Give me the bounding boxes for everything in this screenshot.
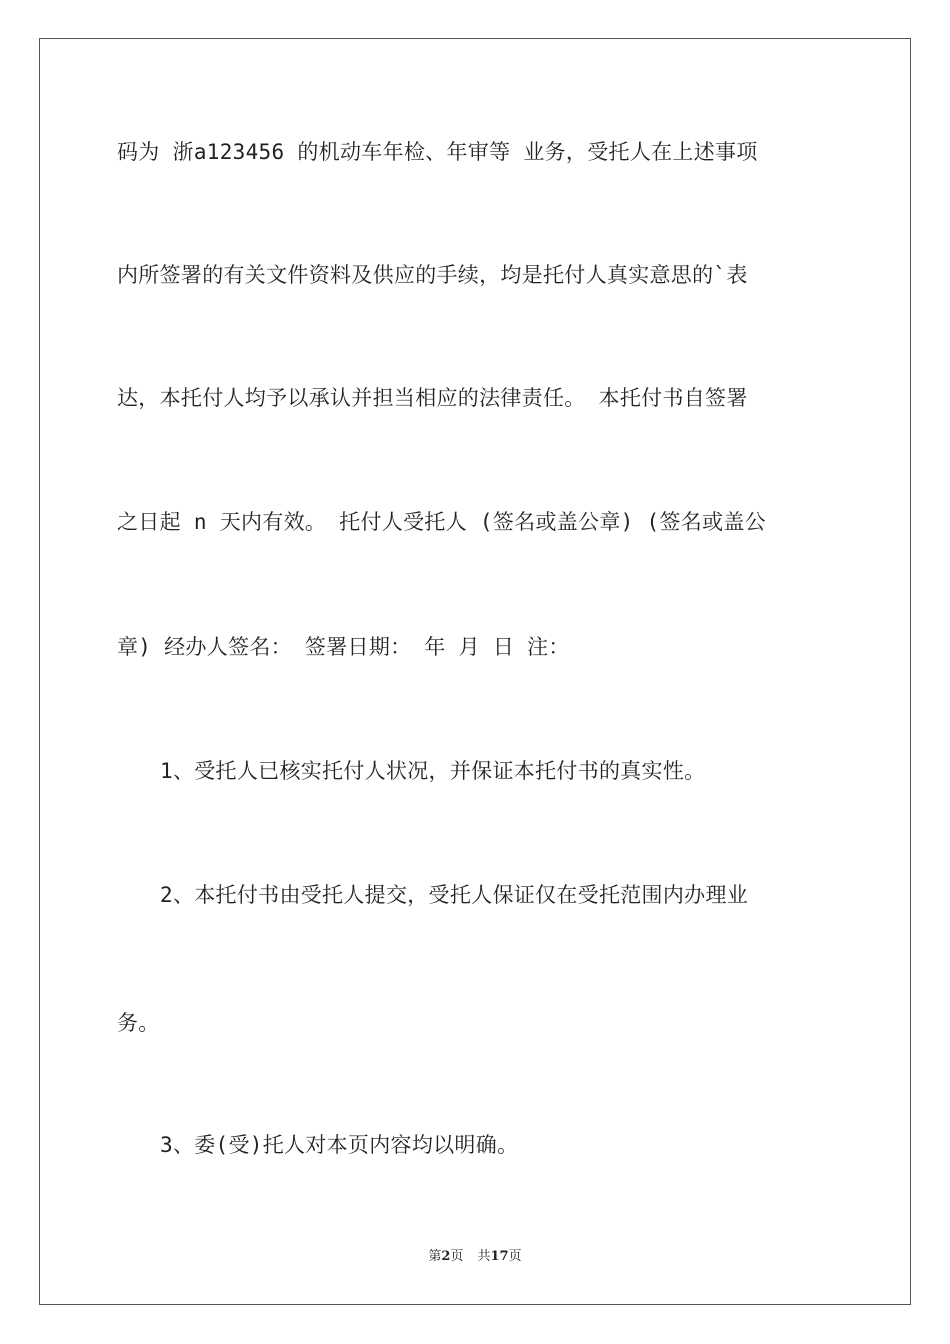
- page-prefix: 第: [428, 1249, 442, 1264]
- body-line-4: 之日起 n 天内有效。 托付人受托人 (签名或盖公章) (签名或盖公: [117, 510, 766, 534]
- body-line-5: 章) 经办人签名： 签署日期： 年 月 日 注：: [117, 635, 570, 659]
- page-border: [39, 38, 911, 1305]
- note-item-3: 3、委(受)托人对本页内容均以明确。: [160, 1133, 519, 1157]
- total-pages: 17: [490, 1249, 509, 1264]
- body-line-1: 码为 浙a123456 的机动车年检、年审等 业务，受托人在上述事项: [117, 140, 758, 164]
- note-item-2: 2、本托付书由受托人提交，受托人保证仅在受托范围内办理业: [160, 883, 749, 907]
- total-suffix: 页: [508, 1249, 522, 1264]
- page-footer: [0, 1245, 950, 1264]
- page-suffix: 页: [450, 1249, 464, 1264]
- note-item-1: 1、受托人已核实托付人状况，并保证本托付书的真实性。: [160, 759, 706, 783]
- total-prefix: 共: [477, 1249, 491, 1264]
- note-item-2-continued: 务。: [117, 1011, 160, 1035]
- body-line-2: 内所签署的有关文件资料及供应的手续，均是托付人真实意思的`表: [117, 263, 748, 287]
- page-number: 2: [441, 1249, 451, 1264]
- body-line-3: 达，本托付人均予以承认并担当相应的法律责任。 本托付书自签署: [117, 386, 748, 410]
